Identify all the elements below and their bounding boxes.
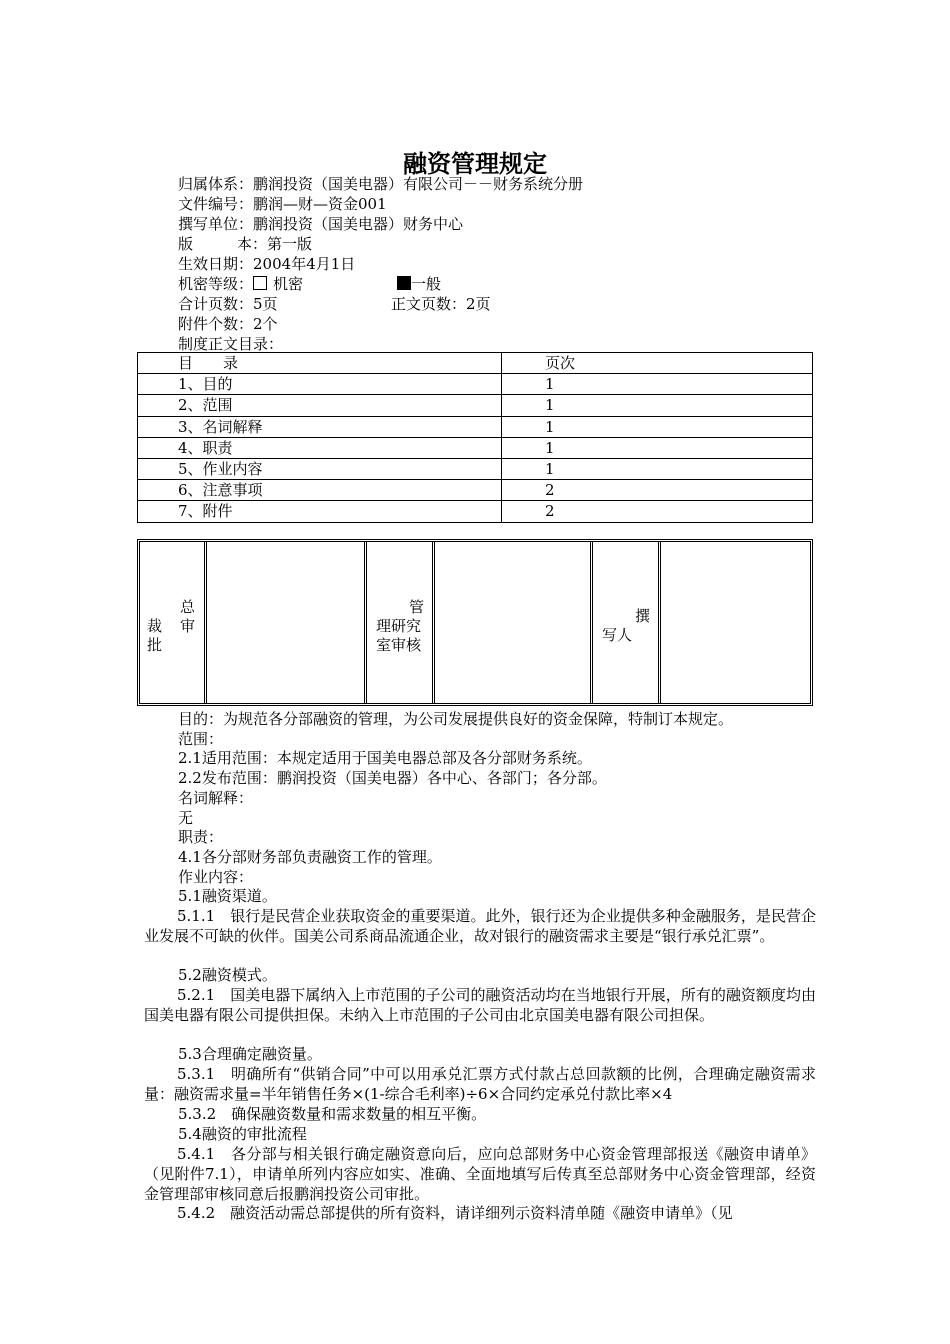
- toc-page: 1: [502, 374, 813, 395]
- meta-attachments-value: 2个: [253, 315, 278, 333]
- president-label-c: 裁: [147, 617, 163, 635]
- meta-secrecy-label: 机密等级：: [178, 275, 254, 293]
- body-line-operations: 作业内容：: [178, 868, 254, 886]
- meta-docno-value: 鹏润—财—资金001: [253, 195, 387, 213]
- body-line-2-1: 2.1适用范围：本规定适用于国美电器总部及各分部财务系统。: [178, 749, 592, 767]
- body-line-2-2: 2.2发布范围：鹏润投资（国美电器）各中心、各部门；各分部。: [178, 769, 607, 787]
- meta-secrecy-general: [397, 274, 441, 294]
- toc-page: 1: [502, 437, 813, 458]
- president-label-a: 总: [180, 598, 196, 616]
- meta-body-pages: [391, 294, 491, 314]
- mgmt-label-c: 室审核: [376, 636, 422, 654]
- meta-version: [178, 234, 312, 254]
- meta-author-unit-value: 鹏润投资（国美电器）财务中心: [253, 215, 464, 233]
- table-row: [138, 501, 813, 522]
- toc-header-item: 目 录: [138, 353, 502, 374]
- checkbox-general[interactable]: [397, 276, 411, 290]
- body-line-4-1: 4.1各分部财务部负责融资工作的管理。: [178, 848, 442, 866]
- paragraph-5-4-1: [144, 1144, 816, 1204]
- body-line-terms: 名词解释：: [178, 789, 254, 807]
- meta-author-unit-label: 撰写单位：: [178, 215, 254, 233]
- body-line-duties: 职责：: [178, 828, 224, 846]
- toc-item: 7、附件: [138, 501, 502, 522]
- toc-item: 2、范围: [138, 395, 502, 416]
- toc-item: 5、作业内容: [138, 458, 502, 479]
- toc-item: 6、注意事项: [138, 480, 502, 501]
- meta-version-label-a: 版: [178, 235, 194, 253]
- approval-box: [137, 539, 813, 706]
- toc-item: 3、名词解释: [138, 416, 502, 437]
- writer-label-b: 写人: [602, 626, 633, 644]
- table-row: [138, 480, 813, 501]
- body-line-scope: 范围：: [178, 730, 224, 748]
- toc-page: 2: [502, 480, 813, 501]
- body-line-5-2: 5.2融资模式。: [178, 966, 277, 984]
- paragraph-5-3-1: [144, 1064, 816, 1104]
- meta-effective-value: 2004年4月1日: [253, 255, 356, 273]
- approval-divider: [204, 542, 207, 703]
- meta-body-pages-value: 2页: [466, 295, 491, 313]
- approval-divider: [432, 542, 435, 703]
- paragraph-5-3-1-text: 5.3.1 明确所有“供销合同”中可以用承兑汇票方式付款占总回款额的比例，合理确定融资需求量：融资需求量=半年销售任务×(1-综合毛利率)÷6×合同约定承兑付款比率×4: [144, 1065, 816, 1103]
- president-label-d: 批: [147, 636, 163, 654]
- table-row: [138, 416, 813, 437]
- paragraph-5-2-1: [144, 985, 816, 1025]
- paragraph-5-2-1-text: 5.2.1 国美电器下属纳入上市范围的子公司的融资活动均在当地银行开展，所有的融资额度均由国美电器有限公司提供担保。未纳入上市范围的子公司由北京国美电器有限公司担保。: [144, 986, 816, 1024]
- paragraph-5-1-1: [144, 906, 816, 946]
- approval-divider: [364, 542, 367, 703]
- toc-item: 4、职责: [138, 437, 502, 458]
- body-line-none: 无: [178, 809, 194, 827]
- paragraph-5-4-1-text: 5.4.1 各分部与相关银行确定融资意向后，应向总部财务中心资金管理部报送《融资申请单》（见附件7.1），申请单所列内容应如实、准确、全面地填写后传真至总部财务中心资金管理部，经资金管理部审核同意后报鹏润投资公司审批。: [144, 1145, 816, 1203]
- meta-effective-label: 生效日期：: [178, 255, 254, 273]
- toc-page: 1: [502, 395, 813, 416]
- meta-attachments-label: 附件个数：: [178, 315, 254, 333]
- meta-belong-label: 归属体系：: [178, 175, 254, 193]
- paragraph-5-4-2-text: 5.4.2 融资活动需总部提供的所有资料，请详细列示资料清单随《融资申请单》（见: [177, 1204, 733, 1222]
- meta-belong-value: 鹏润投资（国美电器）有限公司－－财务系统分册: [253, 175, 584, 193]
- table-row: [138, 395, 813, 416]
- meta-toc-label: 制度正文目录：: [178, 335, 284, 353]
- toc-table: [137, 352, 813, 523]
- meta-total-pages-label: 合计页数：: [178, 295, 254, 313]
- body-line-5-1: 5.1融资渠道。: [178, 887, 277, 905]
- toc-page: 2: [502, 501, 813, 522]
- meta-effective: [178, 254, 355, 274]
- table-row: [138, 374, 813, 395]
- toc-page: 1: [502, 458, 813, 479]
- meta-author-unit: [178, 214, 463, 234]
- table-row: [138, 437, 813, 458]
- meta-version-value: 第一版: [267, 235, 313, 253]
- mgmt-label-a: 管: [408, 598, 424, 616]
- body-line-5-3: 5.3合理确定融资量。: [178, 1045, 322, 1063]
- meta-total-pages-value: 5页: [253, 295, 278, 313]
- approval-divider: [658, 542, 661, 703]
- body-line-5-4: 5.4融资的审批流程: [178, 1125, 307, 1143]
- table-row: [138, 458, 813, 479]
- toc-item: 1、目的: [138, 374, 502, 395]
- president-label-b: 审: [180, 617, 196, 635]
- secrecy-option-general: 一般: [411, 275, 442, 293]
- meta-version-label-b: 本：: [237, 235, 268, 253]
- toc-header-page: 页次: [502, 353, 813, 374]
- meta-docno-label: 文件编号：: [178, 195, 254, 213]
- page-title: 融资管理规定: [403, 150, 547, 178]
- meta-docno: [178, 194, 387, 214]
- body-line-purpose: 目的：为规范各分部融资的管理，为公司发展提供良好的资金保障，特制订本规定。: [178, 710, 734, 728]
- meta-belong: [178, 174, 583, 194]
- meta-secrecy: [178, 274, 303, 294]
- meta-body-pages-label: 正文页数：: [391, 295, 467, 313]
- checkbox-confidential[interactable]: [253, 276, 267, 290]
- toc-header-row: [138, 353, 813, 374]
- secrecy-option-confidential: 机密: [273, 275, 304, 293]
- writer-label-a: 撰: [634, 607, 650, 625]
- body-line-5-3-2: 5.3.2 确保融资数量和需求数量的相互平衡。: [178, 1105, 487, 1123]
- mgmt-label-b: 理研究: [376, 617, 422, 635]
- toc-page: 1: [502, 416, 813, 437]
- paragraph-5-4-2: [144, 1203, 816, 1223]
- paragraph-5-1-1-text: 5.1.1 银行是民营企业获取资金的重要渠道。此外，银行还为企业提供多种金融服务，是民营企业发展不可缺的伙伴。国美公司系商品流通企业，故对银行的融资需求主要是“银行承兑汇票”。: [144, 907, 816, 945]
- meta-attachments: [178, 314, 278, 334]
- meta-total-pages: [178, 294, 278, 314]
